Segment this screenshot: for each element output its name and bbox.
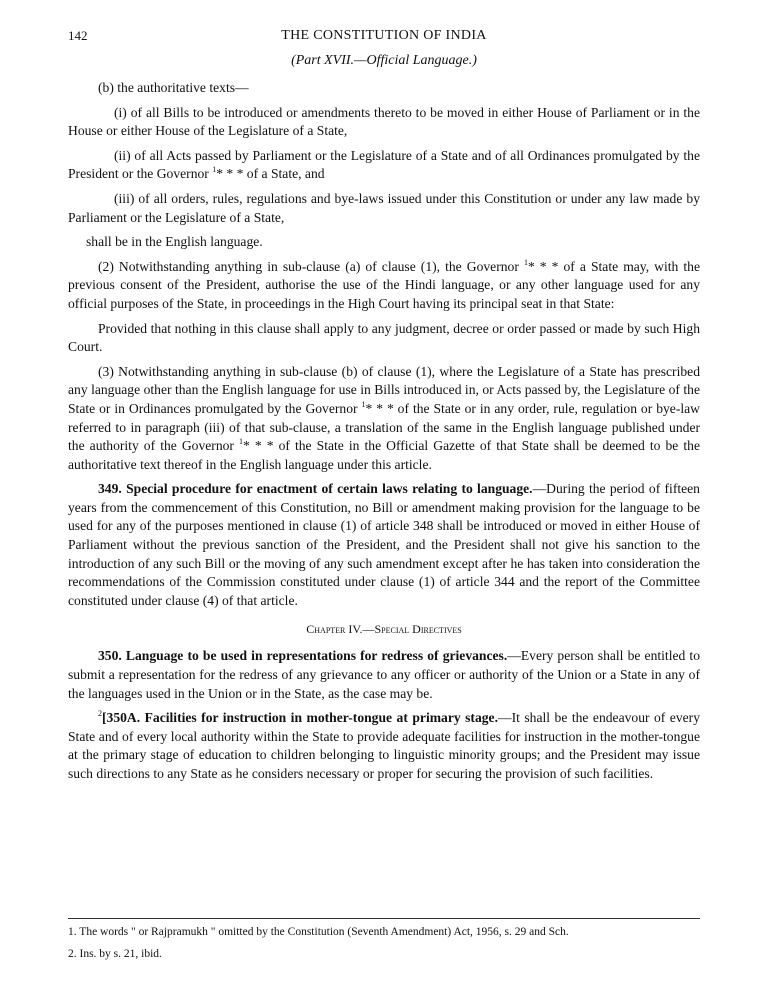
proviso: Provided that nothing in this clause shall apply to any judgment, decree or order passed or made by such High Court. xyxy=(68,320,700,355)
article-350a: $^2$[350A. Facilities for instruction in mother-tongue at primary stage.—It shall be the endeavour of every State and of every local authority within the State to provide adequate facilities for instruction in the mother-tongue at the primary stage of education to children belonging to linguistic minority groups; and the President may issue such directions to any State as he considers necessary or proper for securing the provision of such facilities. xyxy=(68,709,700,781)
document-title: THE CONSTITUTION OF INDIA xyxy=(281,28,487,43)
subclause-i: (i) of all Bills to be introduced or amendments thereto to be moved in either House of Parliament or in the House or either House of the Legislature of a State, xyxy=(68,104,700,139)
subclause-iii: (iii) of all orders, rules, regulations and bye-laws issued under this Constitution or under any law made by Parliament or the Legislature of a State, xyxy=(68,190,700,225)
part-heading: (Part XVII.—Official Language.) xyxy=(291,53,477,68)
article-350a-title: [350A. Facilities for instruction in mother-tongue at primary stage. xyxy=(102,710,498,726)
article-349-title: 349. Special procedure for enactment of certain laws relating to language. xyxy=(98,481,533,497)
footnote-2: 2. Ins. by s. 21, ibid. xyxy=(68,948,162,960)
article-350: 350. Language to be used in representations for redress of grievances.—Every person shall be entitled to submit a representation for the redress of any grievance to any officer or authority of the Union or a State in any of the languages used in the Union or in the State, as the case may be. xyxy=(68,648,700,701)
article-350-title: 350. Language to be used in representations for redress of grievances. xyxy=(98,648,508,664)
clause-3: (3) Notwithstanding anything in sub-clause (b) of clause (1), where the Legislature of a State has prescribed any language other than the English language for use in Bills introduced in, or Acts passed by, the Legislature of the State or in Ordinances promulgated by the Governor $^1$* * * of the State or in any order, rule, regulation or bye-law referred to in paragraph (iii) of that sub-clause, a translation of the same in the English language published under the authority of the Governor $^1$* * * of the State in the Official Gazette of that State shall be deemed to be the authoritative text thereof in the English language under this article. xyxy=(68,363,700,472)
clause-b-intro: (b) the authoritative texts— xyxy=(98,80,249,95)
chapter-heading: Chapter IV.—Special Directives xyxy=(306,622,462,637)
subclause-ii: (ii) of all Acts passed by Parliament or the Legislature of a State and of all Ordinances promulgated by the President or the Governor $^1$* * * of a State, and xyxy=(68,147,700,182)
article-349: 349. Special procedure for enactment of certain laws relating to language.—During the period of fifteen years from the commencement of this Constitution, no Bill or amendment making provision for the language to be used for any of the purposes mentioned in clause (1) of article 348 shall be introduced or moved in either House of Parliament without the previous sanction of the President, and the President shall not give his sanction to the introduction of any such Bill or the moving of any such amendment except after he has taken into consideration the recommendations of the Commission constituted under clause (1) of article 344 and the report of the Committee constituted under clause (4) of that article. xyxy=(68,481,700,608)
footnotes xyxy=(68,918,700,969)
footnote-ref: 1 xyxy=(212,165,217,175)
footnote-ref: 1 xyxy=(239,437,244,447)
footnote-ref: 1 xyxy=(523,257,528,267)
footnote-1: 1. The words " or Rajpramukh " omitted by the Constitution (Seventh Amendment) Act, 1956, s. 29 and Sch. xyxy=(68,926,569,938)
clause-2: (2) Notwithstanding anything in sub-clause (a) of clause (1), the Governor $^1$* * * of a State may, with the previous consent of the President, authorise the use of the Hindi language, or any other language used for any official purposes of the State, in proceedings in the High Court having its principal seat in that State: xyxy=(68,257,700,311)
footnote-ref: 2 xyxy=(98,709,102,719)
footnote-ref: 1 xyxy=(361,399,366,409)
document-page xyxy=(68,24,700,784)
shall-be-english: shall be in the English language. xyxy=(86,234,263,250)
page-header xyxy=(68,24,700,46)
page-number: 142 xyxy=(68,28,88,43)
